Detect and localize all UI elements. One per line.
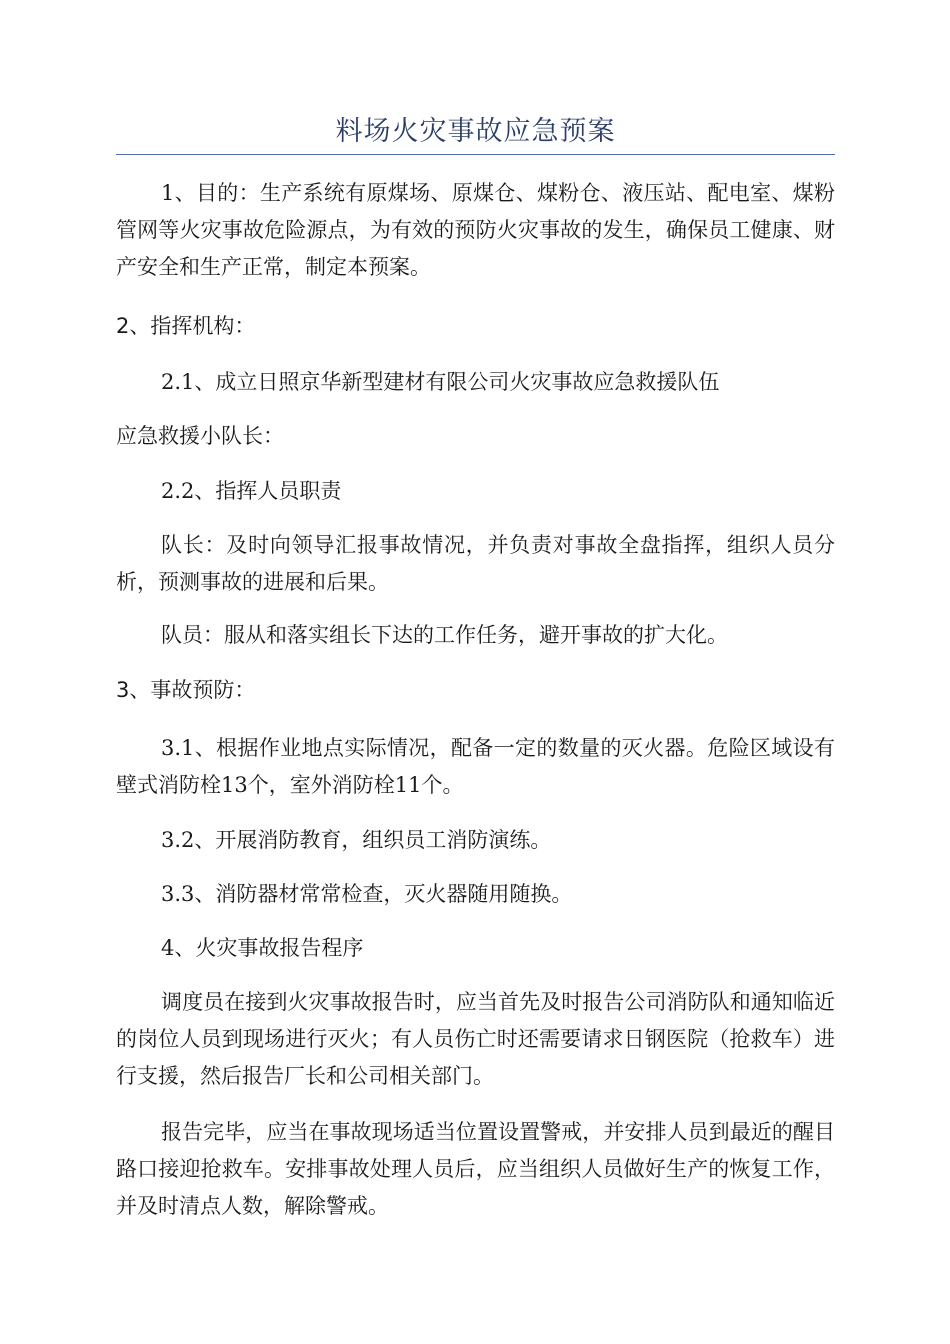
paragraph-extinguishers: 3.1、根据作业地点实际情况，配备一定的数量的灭火器。危险区域设有壁式消防栓13个，室外消防栓11个。 (116, 736, 835, 797)
paragraph-command-duties: 2.2、指挥人员职责 (161, 479, 342, 503)
document-title: 料场火灾事故应急预案 (335, 116, 616, 147)
heading-prevention: 3、事故预防： (116, 678, 256, 702)
paragraph-team-leader: 应急救援小队长： (116, 424, 284, 448)
paragraph-dispatcher-report: 调度员在接到火灾事故报告时，应当首先及时报告公司消防队和通知临近的岗位人员到现场进行灭火；有人员伤亡时还需要请求日钢医院（抢救车）进行支援，然后报告厂长和公司相关部门。 (116, 990, 835, 1088)
paragraph-member-duties: 队员：服从和落实组长下达的工作任务，避开事故的扩大化。 (161, 623, 728, 647)
paragraph-fire-education: 3.2、开展消防教育，组织员工消防演练。 (161, 828, 552, 852)
paragraph-captain-duties: 队长：及时向领导汇报事故情况，并负责对事故全盘指挥，组织人员分析，预测事故的进展和后果。 (116, 533, 835, 594)
heading-report-procedure: 4、火灾事故报告程序 (161, 936, 364, 960)
paragraph-purpose: 1、目的：生产系统有原煤场、原煤仓、煤粉仓、液压站、配电室、煤粉管网等火灾事故危险源点，为有效的预防火灾事故的发生，确保员工健康、财产安全和生产正常，制定本预案。 (116, 181, 835, 279)
paragraph-after-report: 报告完毕，应当在事故现场适当位置设置警戒，并安排人员到最近的醒目路口接迎抢救车。安排事故处理人员后，应当组织人员做好生产的恢复工作，并及时清点人数，解除警戒。 (116, 1120, 835, 1218)
title-underline (116, 154, 835, 155)
paragraph-equipment-check: 3.3、消防器材常常检查，灭火器随用随换。 (161, 882, 573, 906)
paragraph-rescue-team: 2.1、成立日照京华新型建材有限公司火灾事故应急救援队伍 (161, 370, 720, 394)
heading-command-structure: 2、指挥机构： (116, 314, 256, 338)
